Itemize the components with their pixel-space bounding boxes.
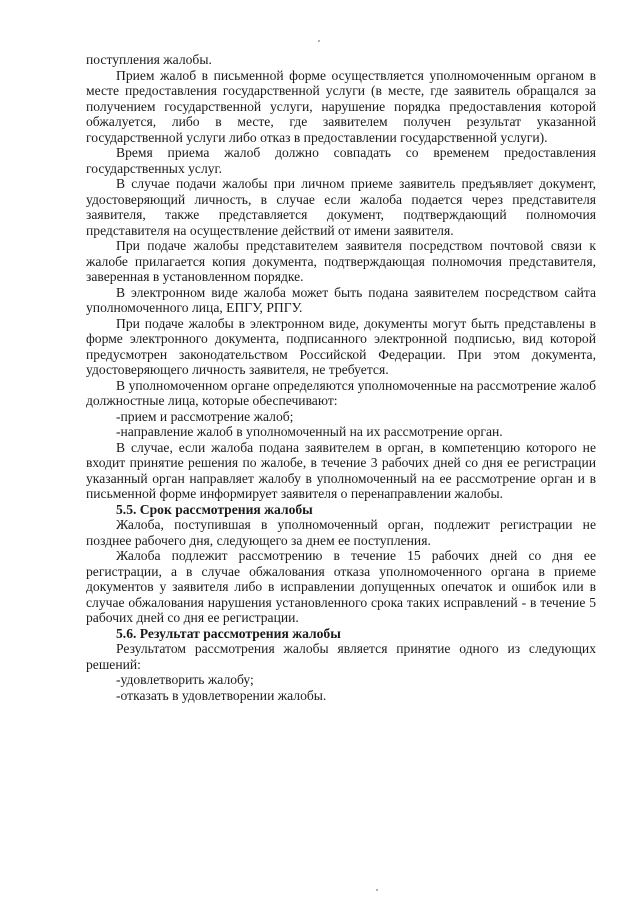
paragraph: -направление жалоб в уполномоченный на их рассмотрение орган.	[116, 424, 503, 439]
paragraph: Прием жалоб в письменной форме осуществляется уполномоченным органом в месте предоставления государственной услуги (в месте, где заявитель обращался за получением государственной услуги, нарушение порядка предоставления которой обжалуется, либо в месте, где заявителем получен результат указанной государственной услуги либо отказ в предоставлении государственной услуги).	[86, 67, 596, 145]
paragraph: В уполномоченном органе определяются уполномоченные на рассмотрение жалоб должностные лица, которые обеспечивают:	[86, 377, 596, 408]
paragraph: Жалоба подлежит рассмотрению в течение 15 рабочих дней со дня ее регистрации, а в случае обжалования отказа уполномоченного органа в приеме документов у заявителя либо в исправлении допущенных опечаток и ошибок или в случае обжалования нарушения установленного срока таких исправлений - в течение 5 рабочих дней со дня ее регистрации.	[86, 548, 596, 625]
paragraph: При подаче жалобы представителем заявителя посредством почтовой связи к жалобе прилагается копия документа, подтверждающая полномочия представителя, заверенная в установленном порядке.	[86, 238, 596, 284]
paragraph: В случае, если жалоба подана заявителем в орган, в компетенцию которого не входит принятие решения по жалобе, в течение 3 рабочих дней со дня ее регистрации указанный орган направляет жалобу в уполномоченный на ее рассмотрение орган и в письменной форме информирует заявителя о перенаправлении жалобы.	[86, 439, 596, 501]
paragraph: В случае подачи жалобы при личном приеме заявитель предъявляет документ, удостоверяющий личность, в случае если жалоба подается через представителя заявителя, также представляется документ, подтверждающий полномочия представителя на осуществление действий от имени заявителя.	[86, 176, 596, 238]
document-body	[86, 52, 596, 703]
paragraph: При подаче жалобы в электронном виде, документы могут быть представлены в форме электронного документа, подписанного электронной подписью, вид которой предусмотрен законодательством Российской Федерации. При этом документа, удостоверяющего личность заявителя, не требуется.	[86, 315, 596, 377]
paragraph: -отказать в удовлетворении жалобы.	[116, 687, 327, 703]
paragraph: поступления жалобы.	[86, 52, 212, 67]
paragraph: -удовлетворить жалобу;	[116, 672, 254, 687]
section-heading: 5.5. Срок рассмотрения жалобы	[116, 501, 313, 517]
section-heading: 5.6. Результат рассмотрения жалобы	[116, 625, 341, 641]
paragraph: Жалоба, поступившая в уполномоченный орган, подлежит регистрации не позднее рабочего дня, следующего за днем ее поступления.	[86, 517, 596, 548]
paragraph: Результатом рассмотрения жалобы является принятие одного из следующих решений:	[86, 641, 596, 672]
paragraph: Время приема жалоб должно совпадать со временем предоставления государственных услуг.	[86, 145, 596, 176]
paragraph: В электронном виде жалоба может быть подана заявителем посредством сайта уполномоченного лица, ЕПГУ, РПГУ.	[86, 284, 596, 315]
paragraph: -прием и рассмотрение жалоб;	[116, 408, 294, 424]
scan-speck	[376, 889, 378, 891]
scan-speck	[318, 40, 320, 42]
